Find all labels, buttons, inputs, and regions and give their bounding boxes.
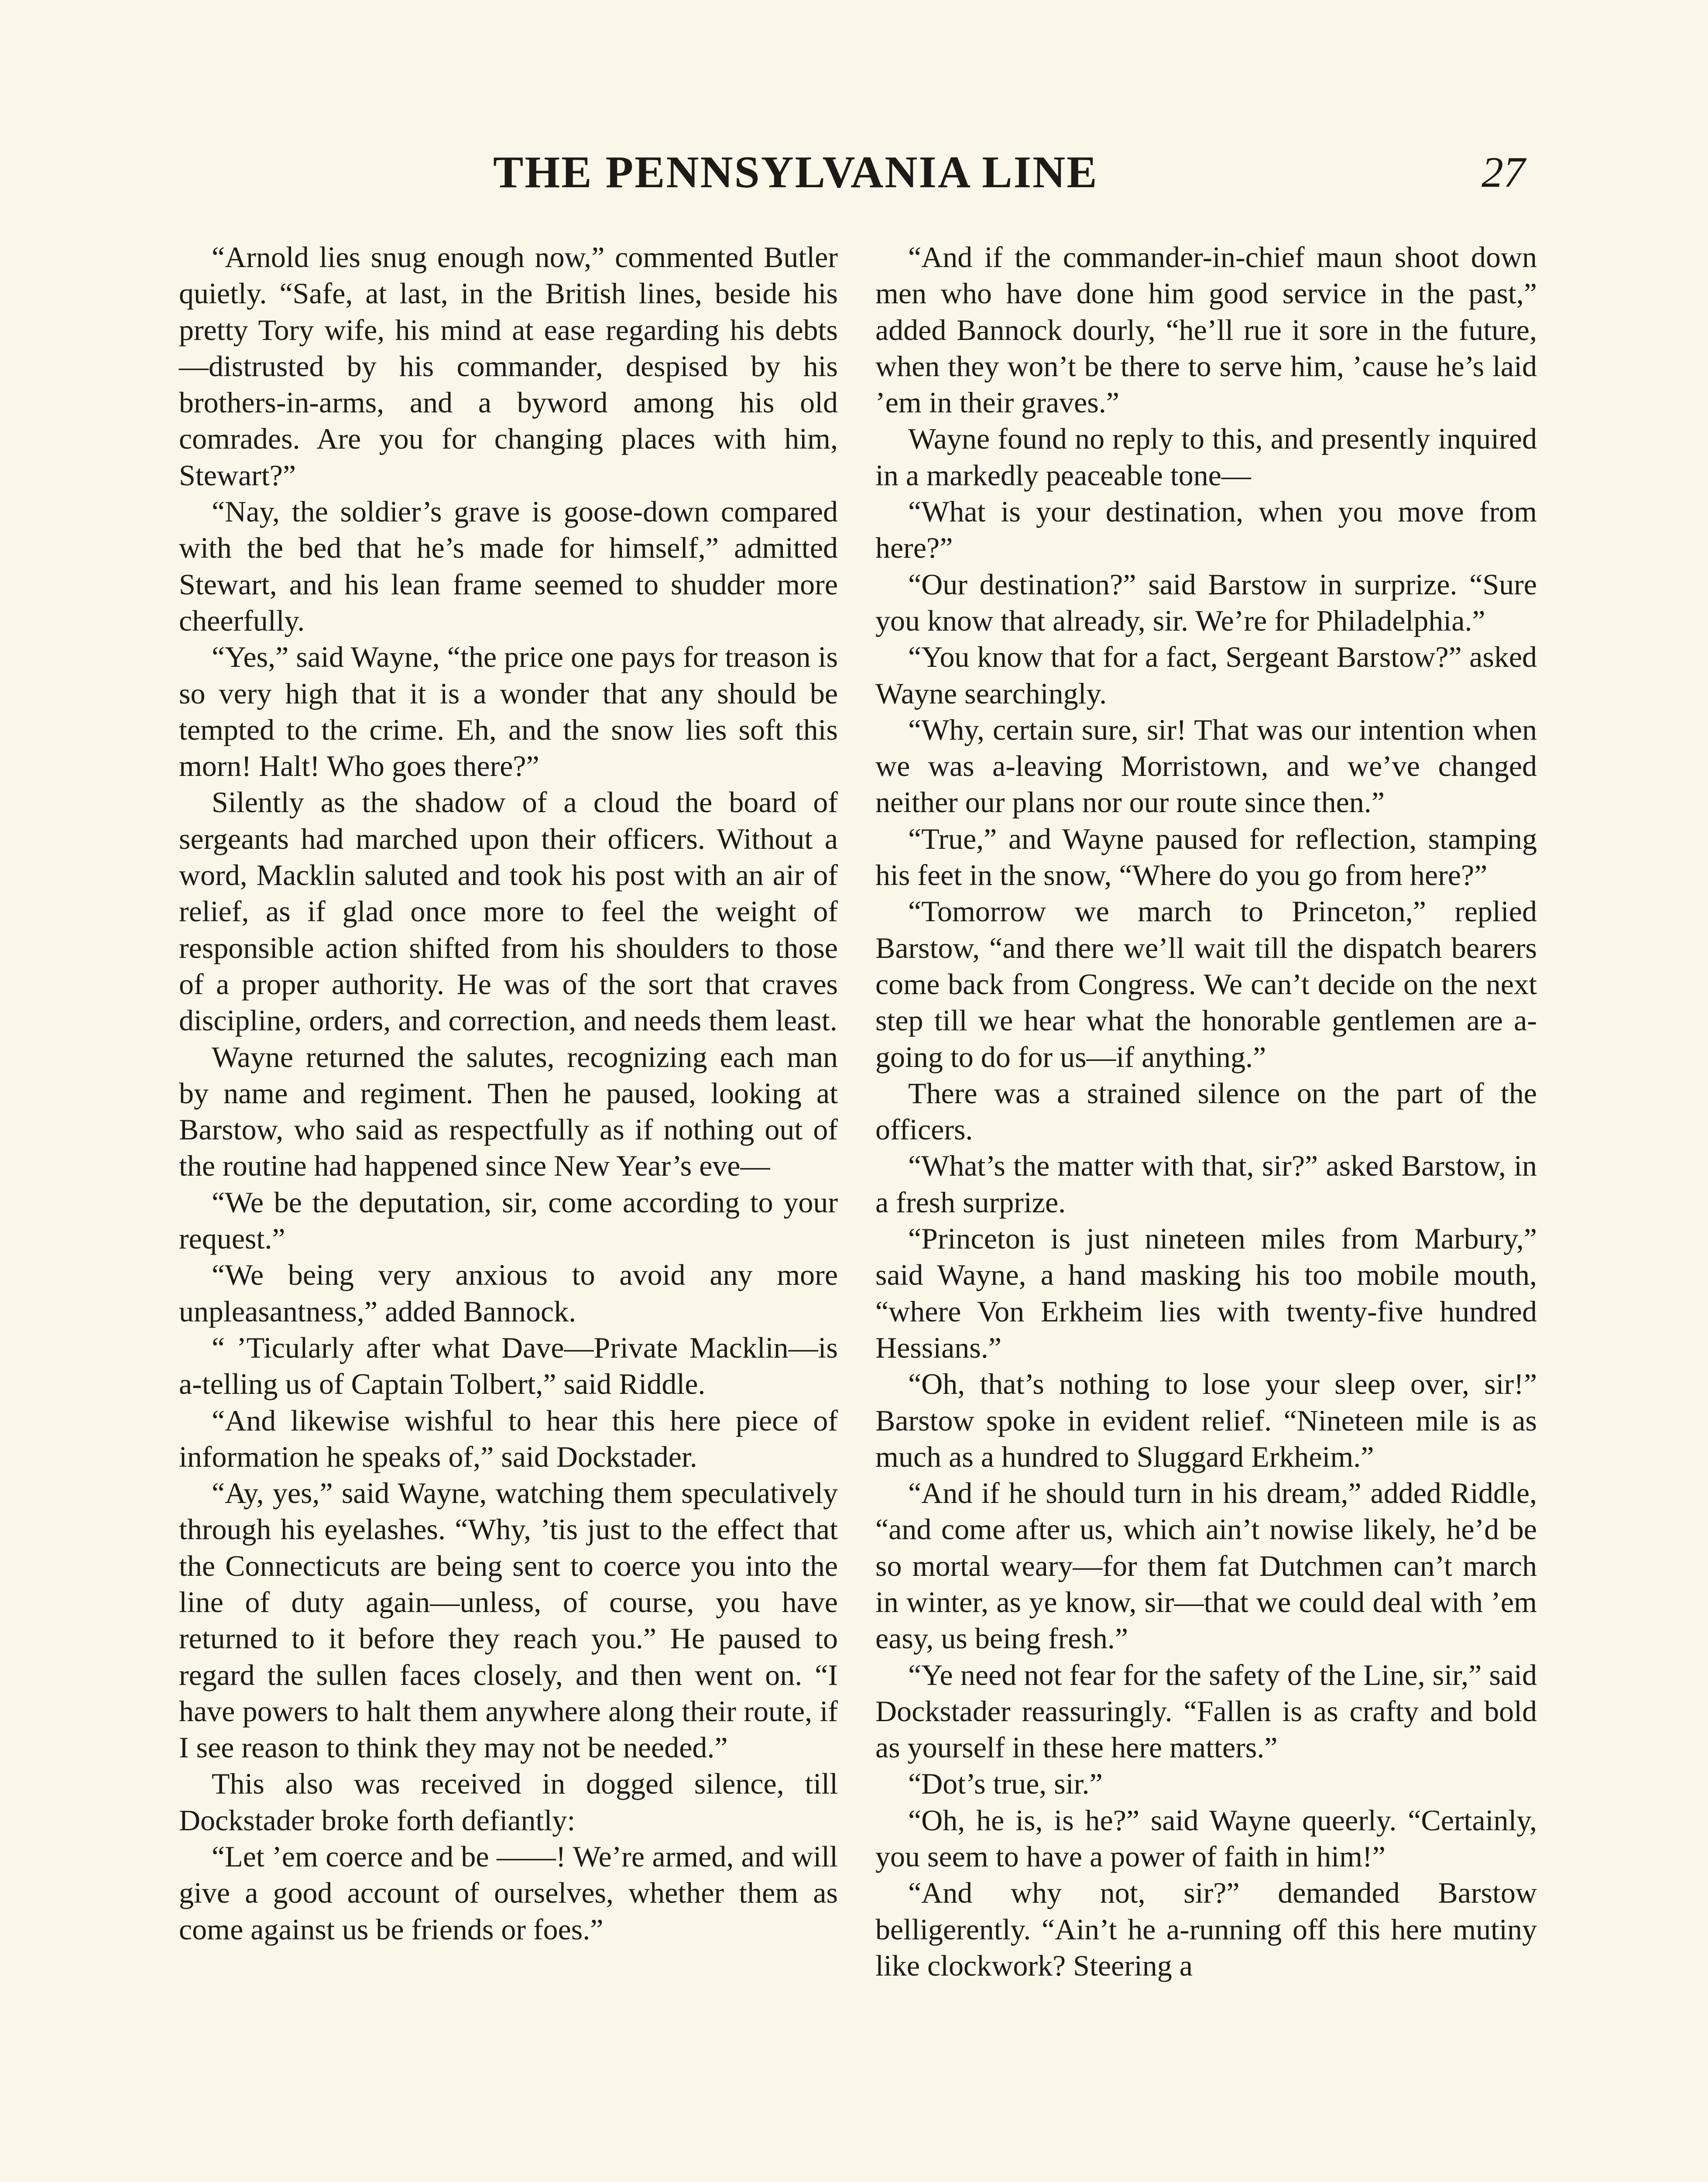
paragraph: “We be the deputation, sir, come according to your request.” [179, 1185, 838, 1256]
paragraph: “Yes,” said Wayne, “the price one pays for treason is so very high that it is a wonder that any should be tempted to the crime. Eh, and the snow lies soft this morn! Halt! Who goes there?” [179, 640, 838, 783]
paragraph: “Arnold lies snug enough now,” commented Butler quietly. “Safe, at last, in the British lines, beside his pretty Tory wife, his mind at ease regarding his debts—distrusted by his commander, despised by his brothers-in-arms, and a byword among his old comrades. Are you for changing places with him, Stewart?” [179, 240, 838, 492]
paragraph: “Ay, yes,” said Wayne, watching them speculatively through his eyelashes. “Why, ’tis just to the effect that the Connecticuts are being sent to coerce you into the line of duty again—unless, of course, you have returned to it before they reach you.” He paused to regard the sullen faces closely, and then went on. “I have powers to halt them anywhere along their route, if I see reason to think they may not be needed.” [179, 1476, 838, 1764]
paragraph: “Ye need not fear for the safety of the Line, sir,” said Dockstader reassuringly. “Fallen is as crafty and bold as yourself in these here matters.” [875, 1658, 1537, 1764]
paragraph: “Dot’s true, sir.” [908, 1767, 1103, 1801]
paragraph: “And likewise wishful to hear this here piece of information he speaks of,” said Dockstader. [179, 1403, 838, 1473]
paragraph: There was a strained silence on the part of the officers. [875, 1076, 1537, 1146]
paragraph: “Tomorrow we march to Princeton,” replied Barstow, “and there we’ll wait till the dispatch bearers come back from Congress. We can’t decide on the next step till we hear what the honorable gentlemen are a-going to do for us—if anything.” [875, 895, 1537, 1074]
paragraph: Wayne returned the salutes, recognizing each man by name and regiment. Then he paused, looking at Barstow, who said as respectfully as if nothing out of the routine had happened since New Year’s eve— [179, 1040, 838, 1183]
paragraph: “What’s the matter with that, sir?” asked Barstow, in a fresh surprize. [875, 1149, 1537, 1219]
paragraph: This also was received in dogged silence, till Dockstader broke forth defiantly: [179, 1767, 838, 1837]
paragraph: “Our destination?” said Barstow in surprize. “Sure you know that already, sir. We’re for Philadelphia.” [875, 567, 1537, 637]
paragraph: Wayne found no reply to this, and presently inquired in a markedly peaceable tone— [875, 422, 1537, 492]
paragraph: “Nay, the soldier’s grave is goose-down compared with the bed that he’s made for himself,” admitted Stewart, and his lean frame seemed to shudder more cheerfully. [179, 495, 838, 637]
paragraph: “True,” and Wayne paused for reflection, stamping his feet in the snow, “Where do you go from here?” [875, 822, 1537, 892]
paragraph: “ ’Ticularly after what Dave—Private Macklin—is a-telling us of Captain Tolbert,” said Riddle. [179, 1331, 838, 1401]
paragraph: “You know that for a fact, Sergeant Barstow?” asked Wayne searchingly. [875, 640, 1537, 710]
paragraph: “Oh, he is, is he?” said Wayne queerly. “Certainly, you seem to have a power of faith in him!” [875, 1803, 1537, 1873]
right-column [875, 239, 1537, 1984]
paragraph: “Oh, that’s nothing to lose your sleep over, sir!” Barstow spoke in evident relief. “Nineteen mile is as much as a hundred to Sluggard Erkheim.” [875, 1367, 1537, 1473]
paragraph: “Let ’em coerce and be ——! We’re armed, and will give a good account of ourselves, whether them as come against us be friends or foes.” [179, 1840, 838, 1946]
paragraph: “And if he should turn in his dream,” added Riddle, “and come after us, which ain’t nowise likely, he’d be so mortal weary—for them fat Dutchmen can’t march in winter, as ye know, sir—that we could deal with ’em easy, us being fresh.” [875, 1476, 1537, 1655]
paragraph: “Why, certain sure, sir! That was our intention when we was a-leaving Morristown, and we’ve changed neither our plans nor our route since then.” [875, 713, 1537, 819]
paragraph: Silently as the shadow of a cloud the board of sergeants had marched upon their officers. Without a word, Macklin saluted and took his post with an air of relief, as if glad once more to feel the weight of responsible action shifted from his shoulders to those of a proper authority. He was of the sort that craves discipline, orders, and correction, and needs them least. [179, 786, 838, 1037]
paragraph: “We being very anxious to avoid any more unpleasantness,” added Bannock. [179, 1258, 838, 1328]
page-number: 27 [1482, 148, 1525, 196]
paragraph: “And why not, sir?” demanded Barstow belligerently. “Ain’t he a-running off this here mutiny like clockwork? Steering a [875, 1876, 1537, 1982]
paragraph: “And if the commander-in-chief maun shoot down men who have done him good service in the past,” added Bannock dourly, “he’ll rue it sore in the future, when they won’t be there to serve him, ’cause he’s laid ’em in their graves.” [875, 240, 1537, 419]
running-head [0, 144, 1708, 201]
paragraph: “What is your destination, when you move from here?” [875, 495, 1537, 565]
paragraph: “Princeton is just nineteen miles from Marbury,” said Wayne, a hand masking his too mobile mouth, “where Von Erkheim lies with twenty-five hundred Hessians.” [875, 1222, 1537, 1364]
left-column [179, 239, 838, 1948]
running-title: THE PENNSYLVANIA LINE [493, 147, 1098, 197]
